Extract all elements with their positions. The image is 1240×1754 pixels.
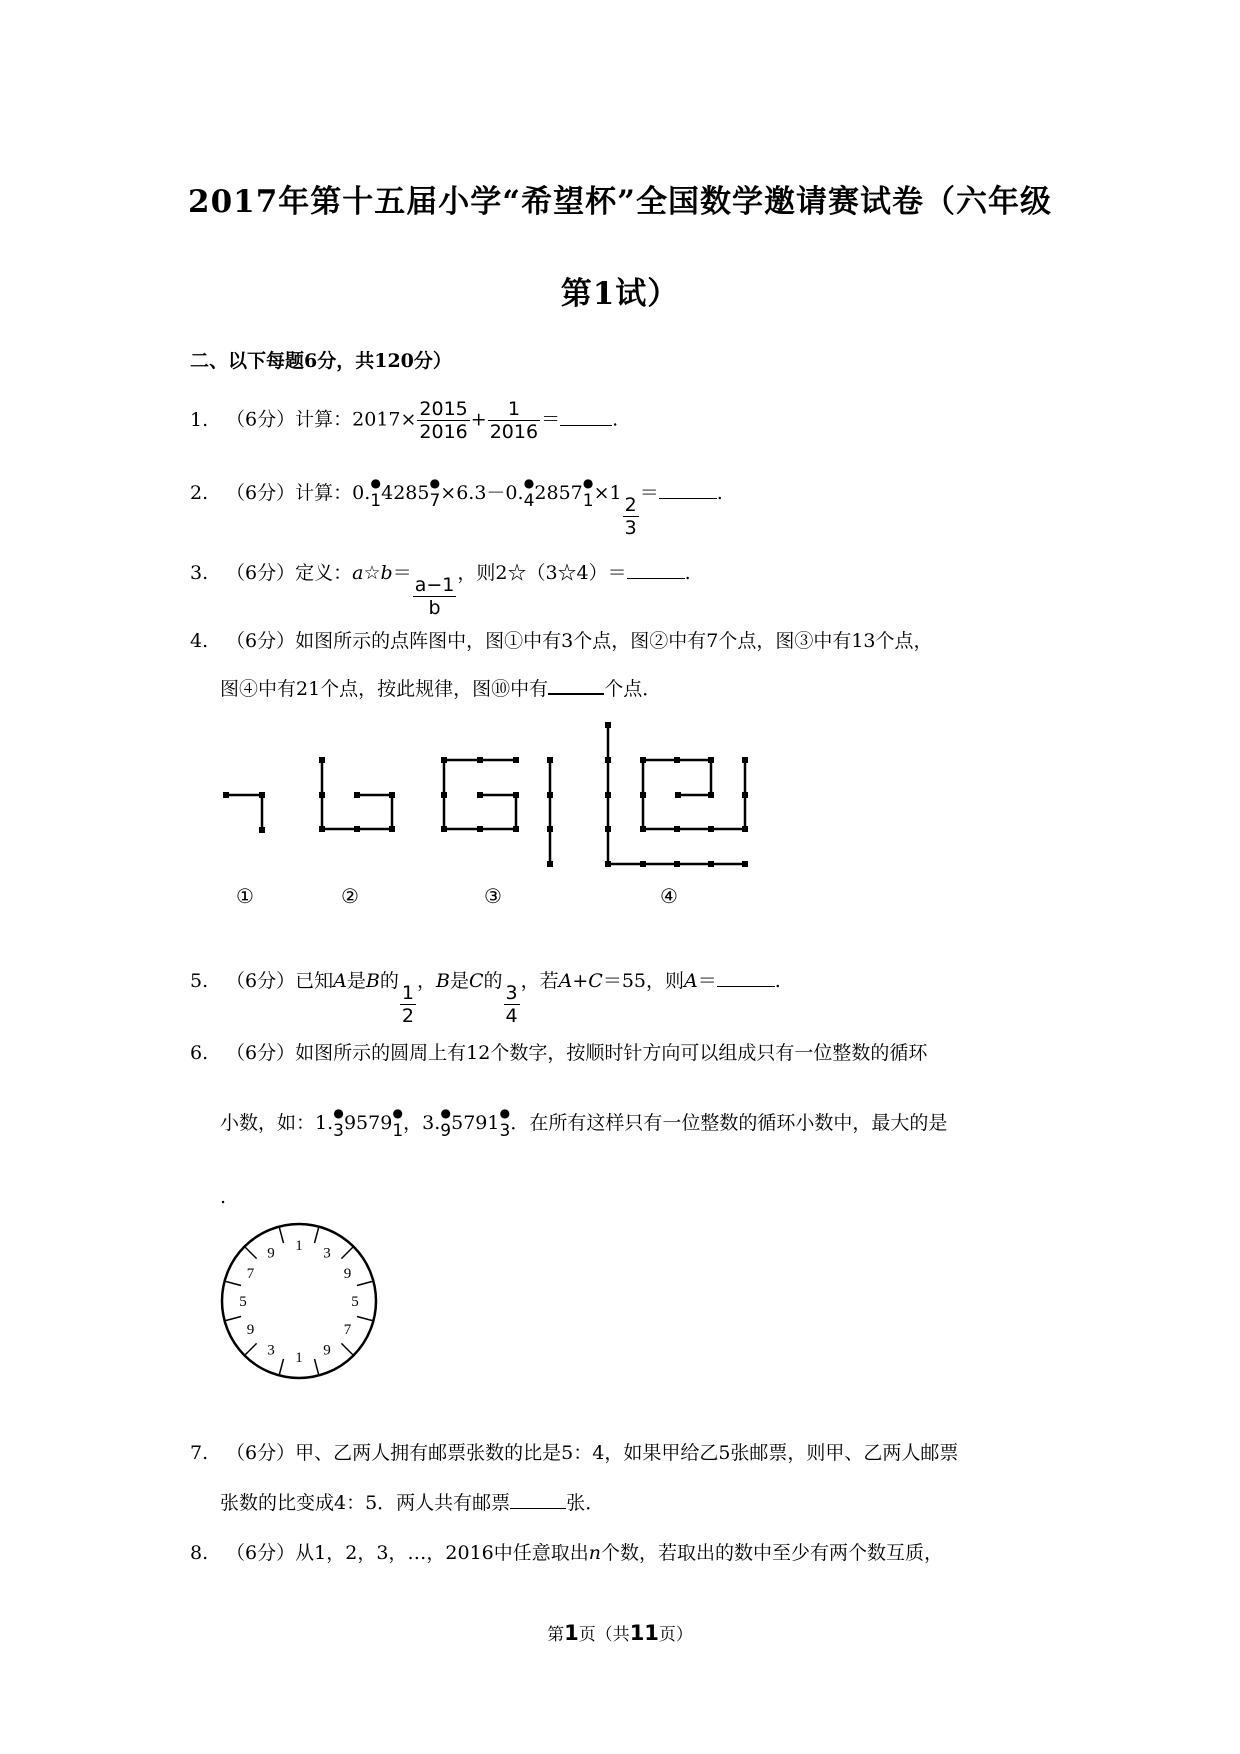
- fraction: $\frac{2}{3}$: [624, 494, 637, 539]
- question-number: 6.: [190, 1042, 209, 1064]
- question-6-line3: .: [220, 1186, 227, 1208]
- answer-blank: [560, 409, 612, 426]
- fraction: $\frac{1}{2016}$: [489, 398, 539, 443]
- repeating-digit: ● 4: [523, 476, 535, 511]
- figure-caption-3: ③: [484, 884, 502, 908]
- circle-digit: 9: [267, 1245, 275, 1262]
- question-4: 4. （6分）如图所示的点阵图中，图①中有3个点，图②中有7个点，图③中有13个点，: [190, 630, 933, 652]
- circle-tick: [357, 1317, 373, 1321]
- fraction: $\frac{2015}{2016}$: [419, 398, 468, 443]
- page-number: 1: [564, 1621, 579, 1645]
- circle-tick: [225, 1281, 241, 1285]
- question-score: （6分）: [226, 408, 296, 431]
- repeating-digit: ● 9: [440, 1106, 452, 1141]
- circle-tick: [279, 1227, 283, 1243]
- circle-digit: 9: [343, 1266, 352, 1282]
- circle-tick: [315, 1359, 319, 1375]
- answer-blank: [510, 1492, 566, 1509]
- question-number: 1.: [190, 408, 209, 431]
- circle-tick: [341, 1343, 353, 1355]
- figure-caption-2: ②: [341, 884, 359, 908]
- circle-digit: 5: [239, 1294, 247, 1310]
- question-7-line2: 张数的比变成4：5．两人共有邮票 张．: [220, 1492, 605, 1514]
- question-score: （6分）: [226, 1542, 296, 1564]
- circle-tick: [279, 1359, 283, 1375]
- page-title: 2017年第十五届小学“希望杯”全国数学邀请赛试卷（六年级: [188, 184, 1052, 220]
- circle-digit: 3: [323, 1245, 331, 1262]
- question-score: （6分）: [226, 970, 296, 992]
- page-title-line2: 第1试）: [560, 276, 680, 312]
- question-text: 计算：2017×: [295, 408, 417, 431]
- question-number: 5.: [190, 970, 209, 992]
- question-2: 2. （6分）计算：0. ● 1 4285 ● 7 ×6.3－0. ● 4 2857 ● 1 ×1 $\frac{2}{3}$ ＝ .: [190, 476, 723, 539]
- figure-caption-1: ①: [236, 884, 254, 908]
- digit-circle-figure: [220, 1222, 380, 1382]
- question-4-line2: 图④中有21个点，按此规律，图⑩中有 个点．: [220, 678, 662, 700]
- fraction: $\frac{3}{4}$: [505, 982, 518, 1027]
- circle-tick: [225, 1317, 241, 1321]
- circle-tick: [315, 1227, 319, 1243]
- repeating-digit: ● 1: [582, 476, 594, 511]
- circle-digit: 9: [323, 1342, 331, 1359]
- circle-digit: 7: [246, 1266, 255, 1282]
- question-5: 5. （6分）已知A是B的 $\frac{1}{2}$ ，B是C的 $\frac{3}{4}$ ，若A+C＝55，则A＝ .: [190, 970, 781, 1027]
- repeating-digit: ● 7: [429, 476, 441, 511]
- repeating-digit: ● 3: [499, 1106, 511, 1141]
- question-7: 7. （6分）甲、乙两人拥有邮票张数的比是5：4，如果甲给乙5张邮票，则甲、乙两人邮票: [190, 1442, 959, 1464]
- repeating-digit: ● 3: [333, 1106, 344, 1141]
- question-6: 6. （6分）如图所示的圆周上有12个数字，按顺时针方向可以组成只有一位整数的循环: [190, 1042, 928, 1064]
- answer-blank: [627, 562, 685, 579]
- question-8: 8. （6分）从1，2，3，…，2016中任意取出n个数，若取出的数中至少有两个数互质，: [190, 1542, 944, 1564]
- circle-digit: 9: [246, 1322, 255, 1338]
- question-score: （6分）: [226, 630, 296, 652]
- dot-lattice-figure: [0, 715, 1240, 885]
- question-1: 1. （6分）计算：2017× $\frac{2015}{2016}$ + $\frac{1}{2016}$ ＝ .: [190, 398, 619, 443]
- question-score: （6分）: [226, 482, 296, 504]
- circle-digit: 1: [295, 1238, 303, 1254]
- circle-tick: [245, 1343, 257, 1355]
- circle-tick: [341, 1247, 353, 1259]
- fraction: $\frac{1}{2}$: [401, 982, 414, 1027]
- question-number: 2.: [190, 482, 209, 504]
- question-score: （6分）: [226, 1442, 296, 1464]
- question-number: 3.: [190, 562, 209, 584]
- fraction: $\frac{a-1}{b}$: [414, 574, 455, 619]
- question-number: 8.: [190, 1542, 209, 1564]
- question-3: 3. （6分）定义：a☆b＝ $\frac{a-1}{b}$ ，则2☆（3☆4）＝ .: [190, 562, 691, 619]
- circle-tick: [357, 1281, 373, 1285]
- circle-digit: 3: [267, 1342, 275, 1359]
- circle-tick: [245, 1247, 257, 1259]
- repeating-digit: ● 1: [392, 1106, 404, 1141]
- circle-digit: 1: [295, 1350, 303, 1366]
- question-score: （6分）: [226, 562, 296, 584]
- question-number: 7.: [190, 1442, 209, 1464]
- question-6-line2: 小数，如：1. ● 3 9579 ● 1 ，3. ● 9 5791 ● 3 ．在所有这样只有一位整数的循环小数中，最大的是: [220, 1106, 948, 1141]
- repeating-digit: ● 1: [370, 476, 382, 511]
- answer-blank: [548, 677, 604, 695]
- section-header: 二、以下每题6分，共120分）: [190, 350, 452, 372]
- answer-blank: [659, 482, 717, 499]
- circle-digit: 7: [343, 1322, 352, 1338]
- page-footer: 第1页（共11页）: [547, 1621, 693, 1645]
- question-number: 4.: [190, 630, 209, 652]
- question-score: （6分）: [226, 1042, 296, 1064]
- figure-caption-4: ④: [660, 884, 678, 908]
- circle-digit: 5: [351, 1294, 359, 1310]
- answer-blank: [717, 970, 775, 987]
- page-total: 11: [629, 1621, 659, 1645]
